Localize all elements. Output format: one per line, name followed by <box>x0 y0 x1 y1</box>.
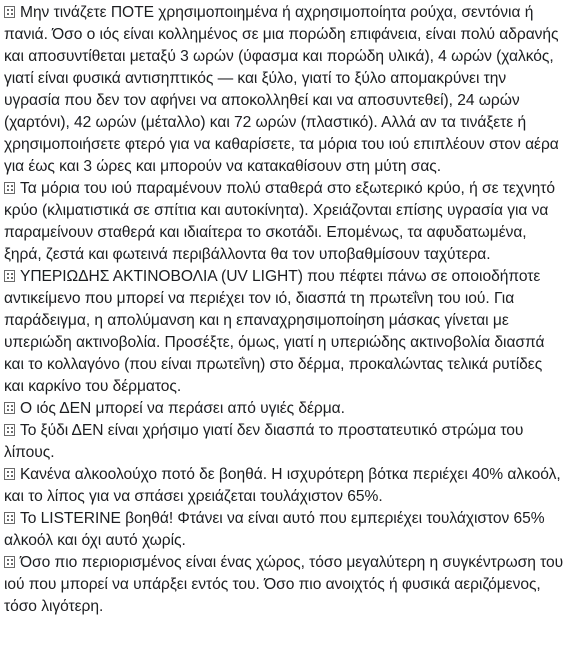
paragraph-alcohol-drinks <box>4 464 566 508</box>
paragraph-text: Το LISTERINE βοηθά! Φτάνει να είναι αυτό που εμπεριέχει τουλάχιστον 65% αλκοόλ και όχι αυτό χωρίς. <box>4 510 545 549</box>
paragraph-confined-space <box>4 552 566 618</box>
paragraph-text: Όσο πιο περιορισμένος είναι ένας χώρος, τόσο μεγαλύτερη η συγκέντρωση του ιού που μπορεί να υπάρξει εντός του. Όσο πιο ανοιχτός ή φυσικά αεριζόμενος, τόσο λιγότερη. <box>4 554 564 615</box>
paragraph-text: Τα μόρια του ιού παραμένουν πολύ σταθερά στο εξωτερικό κρύο, ή σε τεχνητό κρύο (κλιματιστικά σε σπίτια και αυτοκίνητα). Χρειάζονται επίσης υγρασία για να παραμείνουν σταθερά και ιδιαίτερα το σκοτάδι. Επομένως, τα αφυδατωμένα, ξηρά, ζεστά και φωτεινά περιβάλλοντα θα τον υποβαθμίσουν ταχύτερα. <box>4 180 555 263</box>
post-text-body <box>4 2 566 618</box>
paragraph-listerine <box>4 508 566 552</box>
paragraph-text: Το ξύδι ΔΕΝ είναι χρήσιμο γιατί δεν διασπά το προστατευτικό στρώμα του λίπους. <box>4 422 524 461</box>
missing-glyph-box-icon <box>4 270 15 282</box>
missing-glyph-box-icon <box>4 402 15 414</box>
missing-glyph-box-icon <box>4 424 15 436</box>
paragraph-healthy-skin <box>4 398 566 420</box>
paragraph-text: Κανένα αλκοολούχο ποτό δε βοηθά. Η ισχυρότερη βότκα περιέχει 40% αλκοόλ, και το λίπος για να σπάσει χρειάζεται τουλάχιστον 65%. <box>4 466 561 505</box>
missing-glyph-box-icon <box>4 6 15 18</box>
paragraph-text: Μην τινάζετε ΠΟΤΕ χρησιμοποιημένα ή αχρησιμοποίητα ρούχα, σεντόνια ή πανιά. Όσο ο ιός είναι κολλημένος σε μια πορώδη επιφάνεια, είναι πολύ αδρανής και αποσυντίθεται μεταξύ 3 ωρών (ύφασμα και πορώδη υλικά), 4 ωρών (χαλκός, γιατί είναι φυσικά αντισηπτικός — και ξύλο, γιατί το ξύλο απομακρύνει την υγρασία που δεν τον αφήνει να αποκολληθεί και να αποσυντεθεί), 24 ωρών (χαρτόνι), 42 ωρών (μέταλλο) και 72 ωρών (πλαστικό). Αλλά αν τα τινάξετε ή χρησιμοποιήσετε φτερό για να καθαρίσετε, τα μόρια του ιού επιπλέουν στον αέρα για έως και 3 ώρες και μπορούν να κατακαθίσουν στη μύτη σας. <box>4 4 559 175</box>
paragraph-text: Ο ιός ΔΕΝ μπορεί να περάσει από υγιές δέρμα. <box>20 400 345 417</box>
paragraph-uv-light <box>4 266 566 398</box>
paragraph-cold-stability <box>4 178 566 266</box>
missing-glyph-box-icon <box>4 468 15 480</box>
paragraph-text: ΥΠΕΡΙΩΔΗΣ ΑΚΤΙΝΟΒΟΛΙΑ (UV LIGHT) που πέφτει πάνω σε οποιοδήποτε αντικείμενο που μπορεί να περιέχει τον ιό, διασπά τη πρωτεΐνη του ιού. Για παράδειγμα, η απολύμανση και η επαναχρησιμοποίηση μάσκας γίνεται με υπεριώδη ακτινοβολία. Προσέξτε, όμως, γιατί η υπεριώδης ακτινοβολία διασπά και το κολλαγόνο (που είναι πρωτεΐνη) στο δέρμα, προκαλώντας τελικά ρυτίδες και καρκίνο του δέρματος. <box>4 268 545 395</box>
missing-glyph-box-icon <box>4 512 15 524</box>
paragraph-vinegar <box>4 420 566 464</box>
missing-glyph-box-icon <box>4 556 15 568</box>
missing-glyph-box-icon <box>4 182 15 194</box>
paragraph-dust-clothes <box>4 2 566 178</box>
